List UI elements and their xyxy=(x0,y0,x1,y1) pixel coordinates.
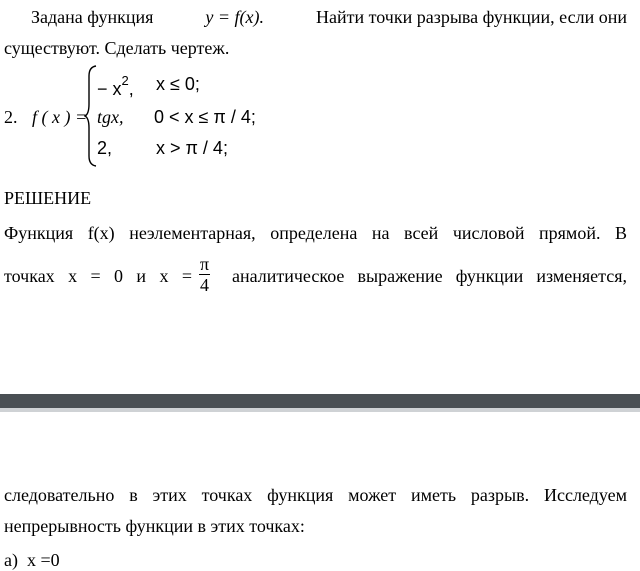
case-1-condition: x ≤ 0; xyxy=(156,74,200,94)
fraction-denominator: 4 xyxy=(200,275,210,295)
case-1-expression: − $x^2$, xyxy=(97,73,134,99)
case-2-expression: tgx, xyxy=(97,107,124,127)
case-3-condition: x > π / 4; xyxy=(156,138,228,158)
problem-number: 2. xyxy=(4,107,18,127)
fraction-pi-over-4 xyxy=(199,255,210,295)
solution-para1-line1: Функция f(x) неэлементарная, определена на всей числовой прямой. В xyxy=(4,223,627,243)
function-notation: y = f(x). xyxy=(205,7,265,27)
solution-item-a: а) x =0 xyxy=(4,550,60,570)
solution-heading: РЕШЕНИЕ xyxy=(4,188,92,208)
solution-para1-line2-start: точках x = 0 и x = xyxy=(4,266,192,286)
fraction-numerator: π xyxy=(200,254,210,274)
task-line-2: существуют. Сделать чертеж. xyxy=(4,38,230,58)
case-3-expression: 2, xyxy=(97,138,113,158)
task-prefix: Задана функция xyxy=(31,7,154,27)
task-line-1 xyxy=(31,7,627,27)
page-separator-light xyxy=(0,408,640,412)
function-name: f ( x ) = xyxy=(32,107,88,127)
solution-para1-line2-end: аналитическое выражение функции изменяется, xyxy=(232,266,627,286)
task-rest: Найти точки разрыва функции, если они xyxy=(316,7,627,27)
solution-para2-line2: непрерывность функции в этих точках: xyxy=(4,516,305,536)
case-2-condition: 0 < x ≤ π / 4; xyxy=(154,107,256,127)
page-separator-dark xyxy=(0,394,640,408)
solution-para2-line1: следовательно в этих точках функция может иметь разрыв. Исследуем xyxy=(4,485,627,505)
piecewise-brace xyxy=(84,64,98,168)
